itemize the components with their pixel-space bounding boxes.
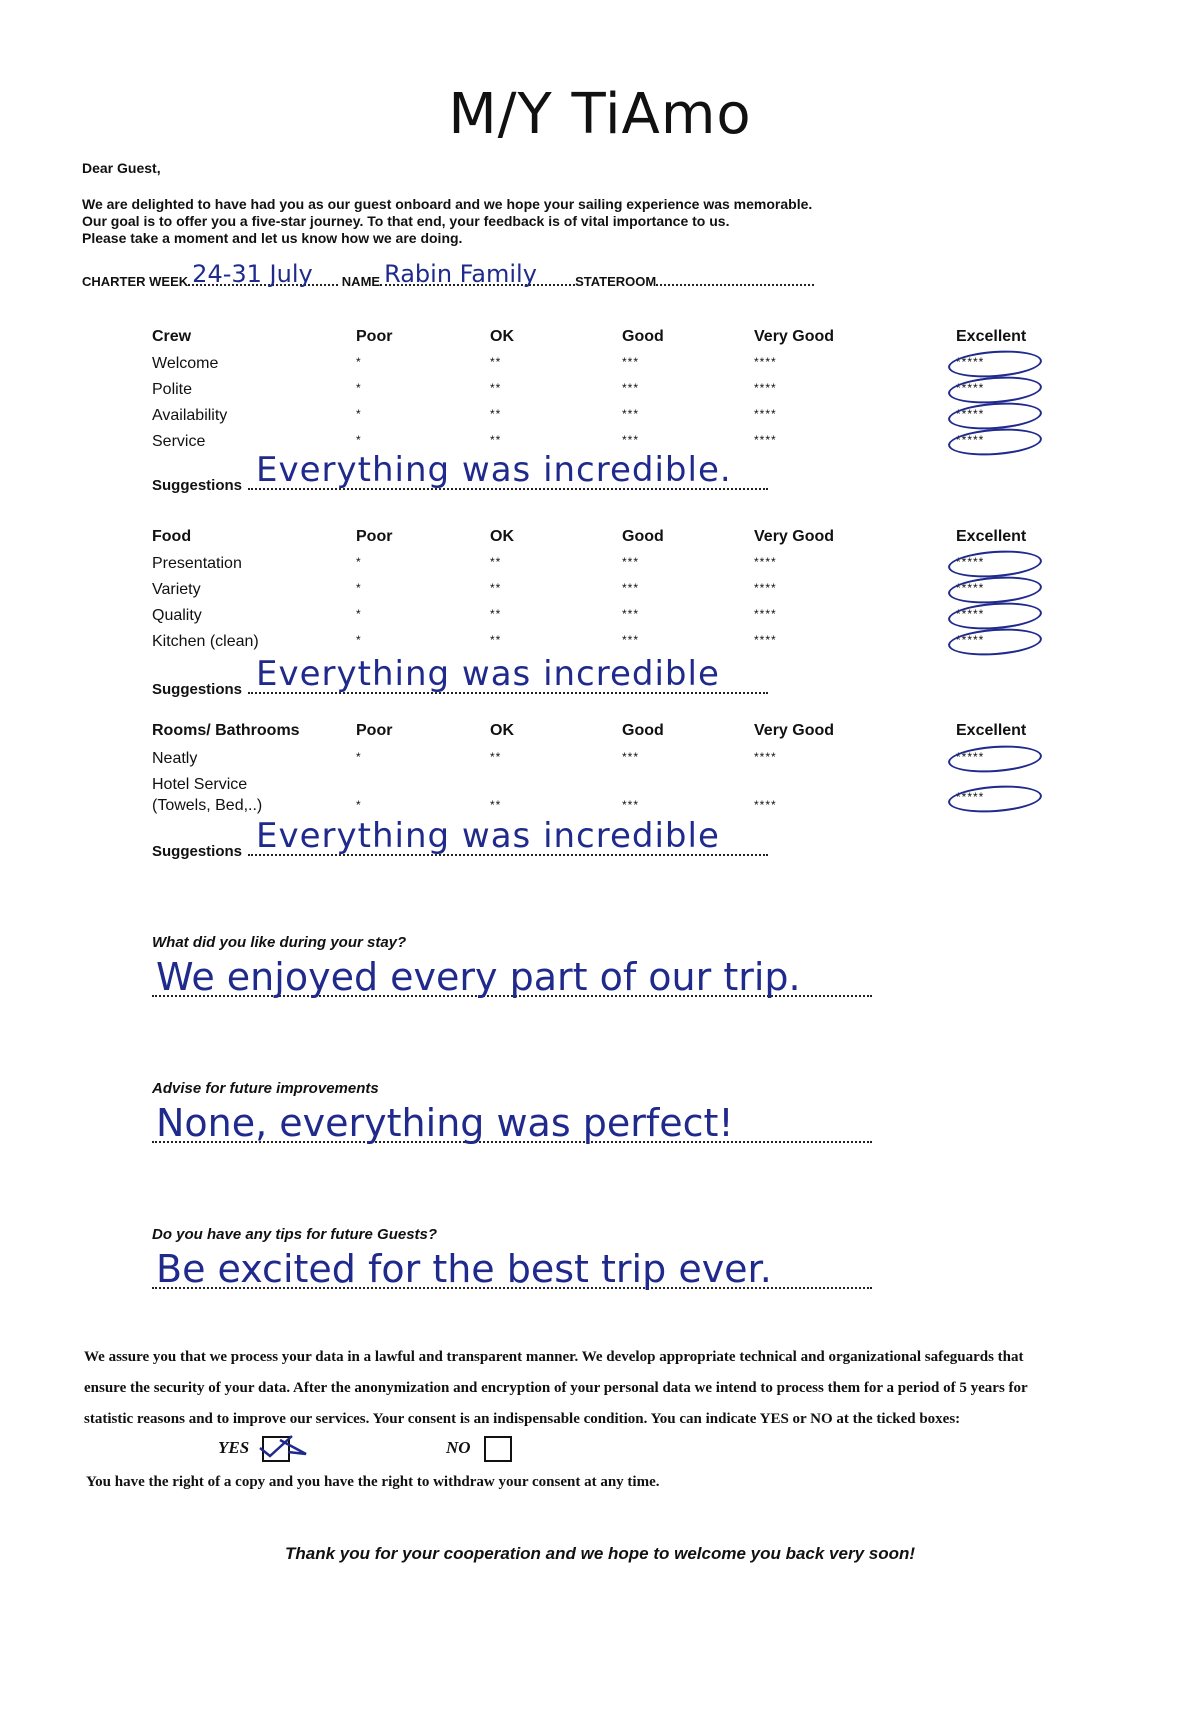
ok-option[interactable]: ** (490, 607, 502, 621)
rating-label: Availability (152, 407, 228, 424)
selection-circle (947, 743, 1043, 775)
selection-circle (947, 400, 1043, 432)
intro-line: Our goal is to offer you a five-star journey. To that end, your feedback is of vital importance to us. (82, 213, 730, 229)
suggestions-field[interactable] (248, 816, 768, 856)
selection-circle (947, 783, 1043, 815)
ok-header: OK (490, 528, 514, 545)
ok-header: OK (490, 722, 514, 739)
question-label: Advise for future improvements (152, 1080, 379, 1097)
good-option[interactable]: *** (622, 633, 640, 647)
excellent-option[interactable] (956, 790, 984, 804)
suggestions-row (152, 654, 768, 698)
poor-option[interactable]: * (356, 355, 362, 369)
poor-option[interactable]: * (356, 633, 362, 647)
rating-label: Hotel Service (Towels, Bed,..) (152, 776, 263, 814)
rating-label: Polite (152, 381, 193, 398)
poor-option[interactable]: * (356, 433, 362, 447)
yes-checkbox[interactable] (262, 1436, 290, 1462)
crew-section (152, 328, 1052, 498)
section-title: Food (152, 528, 192, 545)
no-label: NO (446, 1438, 471, 1457)
selection-circle (947, 626, 1043, 658)
answer-field[interactable] (152, 1101, 872, 1143)
poor-header: Poor (356, 722, 393, 739)
selection-circle (947, 426, 1043, 458)
poor-option[interactable]: * (356, 750, 362, 764)
rooms-section (152, 722, 1052, 862)
no-checkbox[interactable] (484, 1436, 512, 1462)
excellent-option[interactable] (956, 381, 984, 395)
suggestions-field[interactable] (248, 450, 768, 490)
answer-value: None, everything was perfect! (156, 1101, 734, 1145)
suggestions-field[interactable] (248, 654, 768, 694)
ok-option[interactable]: ** (490, 407, 502, 421)
selection-circle (947, 574, 1043, 606)
excellent-option[interactable] (956, 407, 984, 421)
name-value: Rabin Family (384, 260, 537, 288)
very-good-option[interactable]: **** (754, 381, 777, 395)
suggestions-row (152, 816, 768, 860)
poor-header: Poor (356, 528, 393, 545)
excellent-option[interactable] (956, 581, 984, 595)
good-option[interactable]: *** (622, 355, 640, 369)
good-option[interactable]: *** (622, 407, 640, 421)
answer-field[interactable] (152, 955, 872, 997)
stars-text: ***** (956, 433, 985, 447)
name-label: NAME (341, 274, 381, 289)
rating-label: Service (152, 433, 206, 450)
suggestions-label: Suggestions (152, 681, 243, 698)
stars-text: ***** (956, 607, 985, 621)
food-section (152, 528, 1052, 698)
poor-option[interactable]: * (356, 407, 362, 421)
good-option[interactable]: *** (622, 433, 640, 447)
charter-row (82, 260, 814, 289)
good-option[interactable]: *** (622, 798, 640, 812)
stars-text: ***** (956, 407, 985, 421)
poor-option[interactable]: * (356, 798, 362, 812)
rating-label: Kitchen (clean) (152, 633, 259, 650)
ok-option[interactable]: ** (490, 798, 502, 812)
poor-option[interactable]: * (356, 581, 362, 595)
very-good-option[interactable]: **** (754, 581, 777, 595)
excellent-header: Excellent (956, 528, 1027, 545)
consent-paragraph (84, 1342, 1114, 1435)
ok-option[interactable]: ** (490, 381, 502, 395)
intro-line: We are delighted to have had you as our guest onboard and we hope your sailing experience was memorable. (82, 196, 813, 212)
very-good-header: Very Good (754, 328, 835, 345)
stars-text: ***** (956, 355, 985, 369)
stateroom-label: STATEROOM (575, 274, 657, 289)
poor-option[interactable]: * (356, 555, 362, 569)
charter-week-field[interactable] (188, 260, 338, 288)
selection-circle (947, 348, 1043, 380)
suggestions-value: Everything was incredible (256, 654, 720, 694)
very-good-option[interactable]: **** (754, 798, 777, 812)
good-option[interactable]: *** (622, 750, 640, 764)
excellent-option[interactable] (956, 355, 984, 369)
excellent-option[interactable] (956, 750, 984, 764)
answer-value: We enjoyed every part of our trip. (156, 955, 801, 999)
checkmark-icon (258, 1434, 318, 1460)
very-good-option[interactable]: **** (754, 555, 777, 569)
stars-text: ***** (956, 555, 985, 569)
very-good-option[interactable]: **** (754, 407, 777, 421)
stars-text: ***** (956, 790, 985, 804)
suggestions-value: Everything was incredible (256, 816, 720, 856)
very-good-header: Very Good (754, 722, 835, 739)
rating-label: Quality (152, 607, 202, 624)
stars-text: ***** (956, 381, 985, 395)
rating-label: Welcome (152, 355, 219, 372)
excellent-header: Excellent (956, 328, 1027, 345)
suggestions-value: Everything was incredible. (256, 450, 732, 490)
good-option[interactable]: *** (622, 555, 640, 569)
good-header: Good (622, 722, 664, 739)
question-label: Do you have any tips for future Guests? (152, 1226, 438, 1243)
excellent-option[interactable] (956, 555, 984, 569)
poor-option[interactable]: * (356, 607, 362, 621)
suggestions-label: Suggestions (152, 843, 243, 860)
greeting: Dear Guest, (82, 160, 161, 176)
consent-line: statistic reasons and to improve our services. Your consent is an indispensable condition. You can indicate YES or NO at the ticked boxes: (84, 1411, 961, 1427)
rights-text: You have the right of a copy and you have the right to withdraw your consent at any time. (86, 1474, 660, 1490)
stars-text: ***** (956, 581, 985, 595)
stars-text: ***** (956, 633, 985, 647)
intro-paragraph (82, 196, 812, 247)
selection-circle (947, 600, 1043, 632)
ok-option[interactable]: ** (490, 355, 502, 369)
very-good-option[interactable]: **** (754, 633, 777, 647)
ok-option[interactable]: ** (490, 581, 502, 595)
selection-circle (947, 374, 1043, 406)
excellent-option[interactable] (956, 433, 984, 447)
ok-option[interactable]: ** (490, 633, 502, 647)
poor-header: Poor (356, 328, 393, 345)
selection-circle (947, 548, 1043, 580)
very-good-option[interactable]: **** (754, 433, 777, 447)
stateroom-field[interactable] (656, 272, 814, 286)
question-label: What did you like during your stay? (152, 934, 407, 951)
rating-label: Variety (152, 581, 201, 598)
very-good-header: Very Good (754, 528, 835, 545)
suggestions-label: Suggestions (152, 477, 243, 494)
good-option[interactable]: *** (622, 581, 640, 595)
page-title: M/Y TiAmo (448, 82, 752, 147)
excellent-option[interactable] (956, 633, 984, 647)
charter-week-label: CHARTER WEEK (82, 274, 189, 289)
rating-label: Presentation (152, 555, 242, 572)
consent-line: ensure the security of your data. After the anonymization and encryption of your personal data we intend to process them for a period of 5 years for (84, 1380, 1028, 1396)
good-option[interactable]: *** (622, 381, 640, 395)
suggestions-row (152, 450, 768, 494)
good-header: Good (622, 328, 664, 345)
consent-line: We assure you that we process your data in a lawful and transparent manner. We develop appropriate technical and organizational safeguards that (84, 1349, 1024, 1365)
answer-value: Be excited for the best trip ever. (156, 1247, 772, 1291)
ok-option[interactable]: ** (490, 750, 502, 764)
stars-text: ***** (956, 750, 985, 764)
ok-option[interactable]: ** (490, 433, 502, 447)
very-good-option[interactable]: **** (754, 355, 777, 369)
rating-label: Neatly (152, 750, 198, 767)
yes-label: YES (218, 1438, 250, 1457)
answer-field[interactable] (152, 1247, 872, 1289)
charter-week-value: 24-31 July (192, 260, 313, 288)
intro-line: Please take a moment and let us know how we are doing. (82, 230, 463, 246)
section-title: Rooms/ Bathrooms (152, 722, 300, 739)
good-header: Good (622, 528, 664, 545)
good-option[interactable]: *** (622, 607, 640, 621)
excellent-header: Excellent (956, 722, 1027, 739)
excellent-option[interactable] (956, 607, 984, 621)
name-field[interactable] (380, 260, 575, 288)
thanks-text: Thank you for your cooperation and we hope to welcome you back very soon! (284, 1544, 916, 1563)
poor-option[interactable]: * (356, 381, 362, 395)
section-title: Crew (152, 328, 192, 345)
very-good-option[interactable]: **** (754, 750, 777, 764)
very-good-option[interactable]: **** (754, 607, 777, 621)
ok-option[interactable]: ** (490, 555, 502, 569)
ok-header: OK (490, 328, 514, 345)
